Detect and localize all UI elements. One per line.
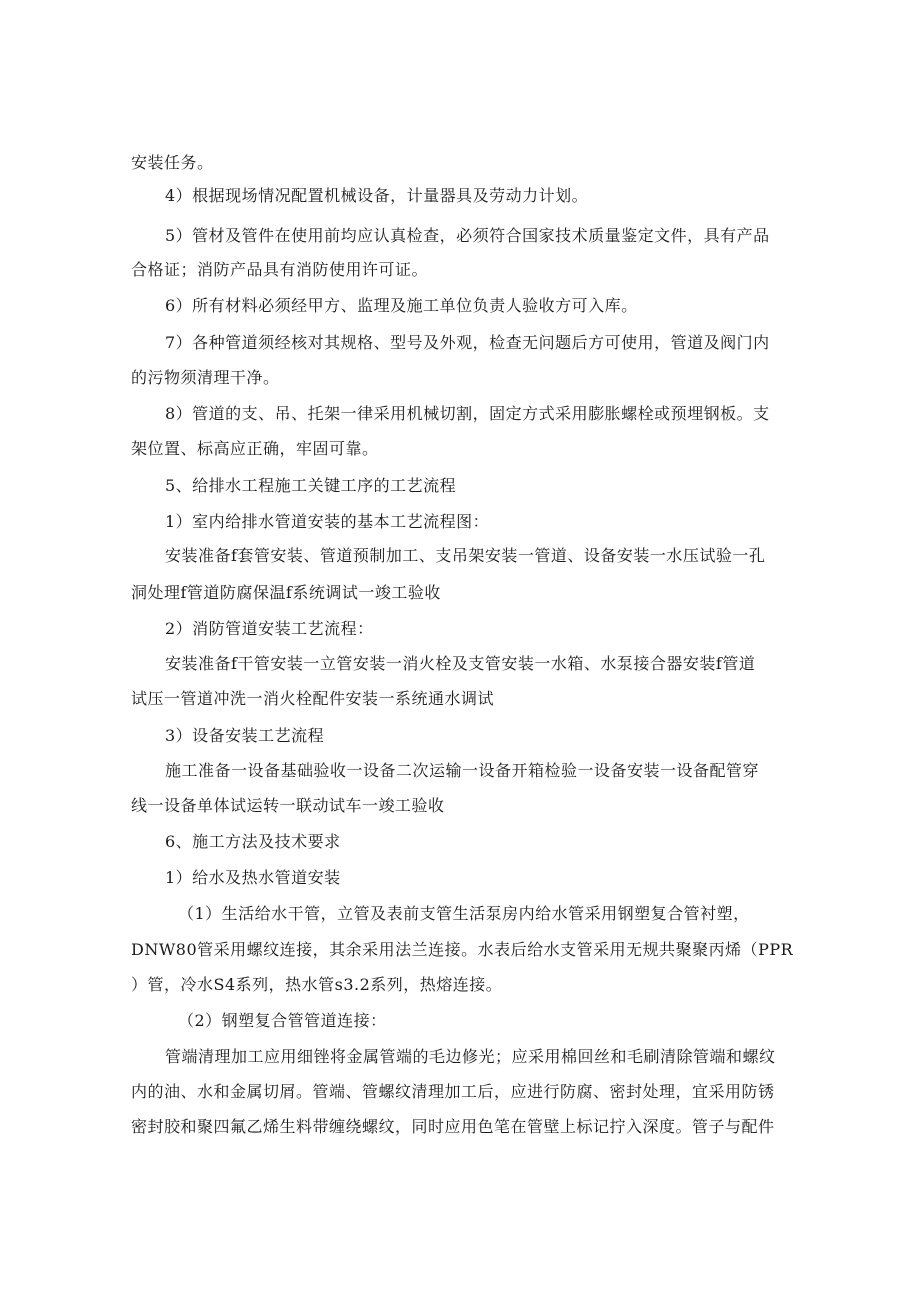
subsection-heading: 3）设备安装工艺流程 [165,726,325,745]
text-line: 7）各种管道须经核对其规格、型号及外观，检查无问题后方可使用，管道及阀门内 [165,333,770,352]
text-line: 密封胶和聚四氟乙烯生料带缠绕螺纹，同时应用色笔在管壁上标记拧入深度。管子与配件 [131,1117,775,1136]
subsection-heading: 1）给水及热水管道安装 [165,868,341,887]
text-line: 安装准备f干管安装一立管安装一消火栓及支管安装一水箱、水泵接合器安装f管道 [165,654,756,673]
text-line: DNW80管采用螺纹连接，其余采用法兰连接。水表后给水支管采用无规共聚聚丙烯（PPR [131,940,794,959]
text-line: 的污物须清理干净。 [131,368,280,387]
text-line: 内的油、水和金属切屑。管端、管螺纹清理加工后，应进行防腐、密封处理，宜采用防锈 [131,1082,775,1101]
text-line: ）管，冷水S4系列，热水管s3.2系列，热熔连接。 [131,975,503,994]
subsection-heading: 2）消防管道安装工艺流程： [165,619,374,638]
text-line: 8）管道的支、吊、托架一律采用机械切割，固定方式采用膨胀螺栓或预埋钢板。支 [165,404,770,423]
text-line: 洞处理f管道防腐保温f系统调试一竣工验收 [131,583,441,602]
text-line: 5）管材及管件在使用前均应认真检查，必须符合国家技术质量鉴定文件，具有产品 [165,226,770,245]
text-line: 施工准备一设备基础验收一设备二次运输一设备开箱检验一设备安装一设备配管穿 [165,761,760,780]
text-line: 安装准备f套管安装、管道预制加工、支吊架安装一管道、设备安装一水压试验一孔 [165,546,766,565]
section-heading: 6、施工方法及技术要求 [165,832,341,851]
text-line: 安装任务。 [131,153,214,172]
text-line: 6）所有材料必须经甲方、监理及施工单位负责人验收方可入库。 [165,296,638,315]
text-line: 架位置、标高应正确，牢固可靠。 [131,439,379,458]
subsection-heading: 1）室内给排水管道安装的基本工艺流程图： [165,512,490,531]
text-line: 4）根据现场情况配置机械设备，计量器具及劳动力计划。 [165,186,589,205]
text-line: 管端清理加工应用细锉将金属管端的毛边修光；应采用棉回丝和毛刷清除管端和螺纹 [165,1047,776,1066]
text-line: （1）生活给水干管，立管及表前支管生活泵房内给水管采用钢塑复合管衬塑， [178,904,750,923]
text-line: 合格证；消防产品具有消防使用许可证。 [131,260,429,279]
text-line: 线一设备单体试运转一联动试车一竣工验收 [131,796,445,815]
text-line: 试压一管道冲洗一消火栓配件安装一系统通水调试 [131,689,495,708]
subsection-heading: （2）钢塑复合管管道连接： [178,1011,387,1030]
section-heading: 5、给排水工程施工关键工序的工艺流程 [165,476,457,495]
